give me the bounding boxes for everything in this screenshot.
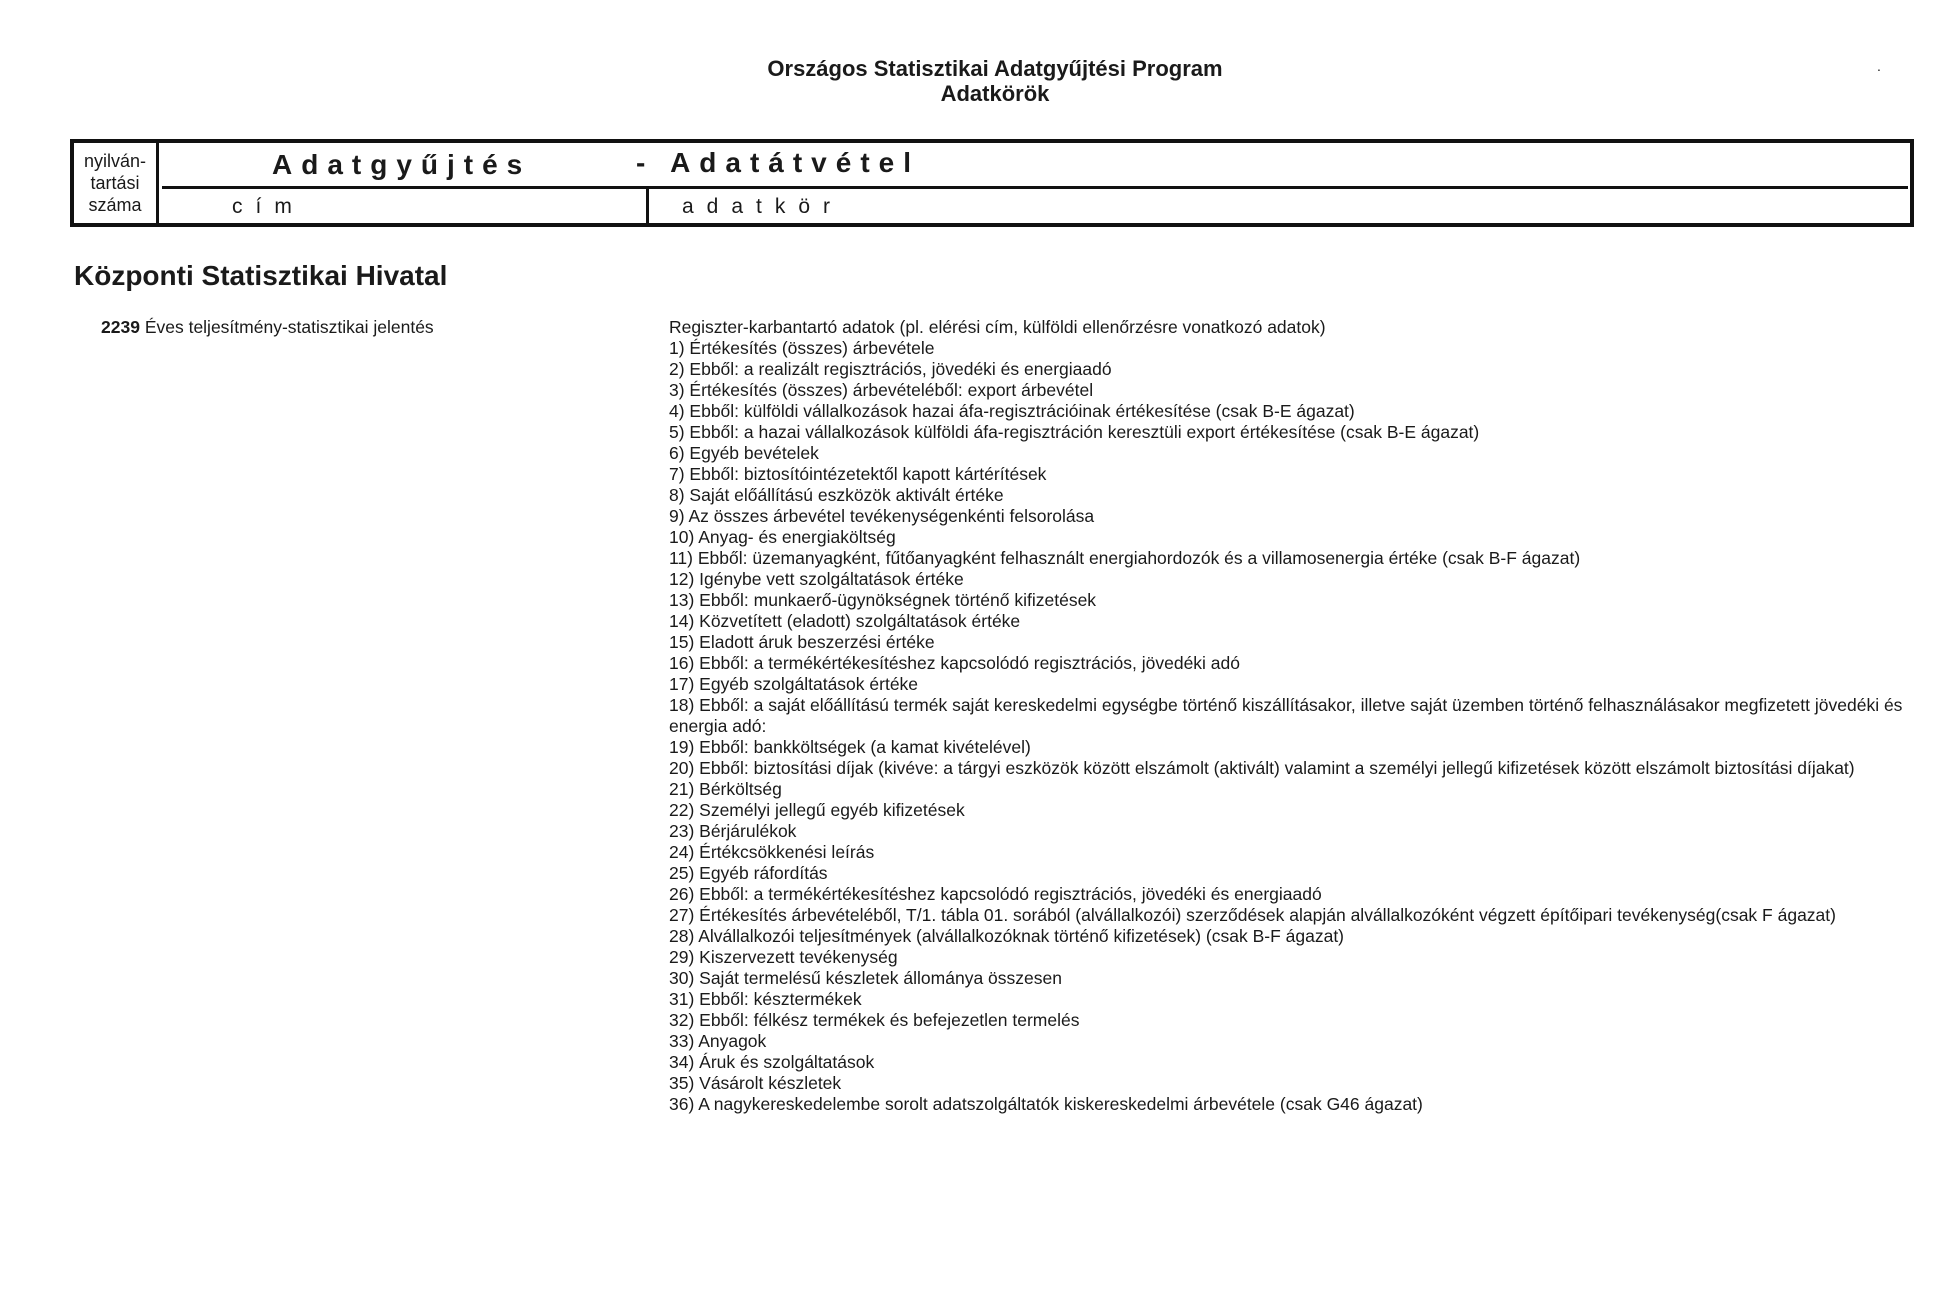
list-item: 2) Ebből: a realizált regisztrációs, jövedéki és energiaadó bbox=[669, 359, 1112, 379]
list-item: 19) Ebből: bankköltségek (a kamat kivételével) bbox=[669, 737, 1031, 757]
list-item: 7) Ebből: biztosítóintézetektől kapott kártérítések bbox=[669, 464, 1047, 484]
list-item: 8) Saját előállítású eszközök aktivált értéke bbox=[669, 485, 1004, 505]
list-item: 33) Anyagok bbox=[669, 1031, 767, 1051]
column-header-box bbox=[70, 139, 1914, 227]
list-item: 25) Egyéb ráfordítás bbox=[669, 863, 828, 883]
label-line: tartási bbox=[90, 173, 140, 193]
list-item: 28) Alvállalkozói teljesítmények (alvállalkozóknak történő kifizetések) (csak B-F ágazat) bbox=[669, 926, 1345, 946]
header-divider-vertical bbox=[646, 189, 649, 223]
corner-mark: . bbox=[1877, 58, 1881, 74]
header-divider-horizontal bbox=[162, 186, 1908, 189]
list-item: 9) Az összes árbevétel tevékenységenkénti felsorolása bbox=[669, 506, 1095, 526]
data-scope-list bbox=[669, 317, 1914, 1115]
list-item: 23) Bérjárulékok bbox=[669, 821, 797, 841]
list-item: 34) Áruk és szolgáltatások bbox=[669, 1052, 875, 1072]
list-item: 3) Értékesítés (összes) árbevételéből: export árbevétel bbox=[669, 380, 1094, 400]
list-item: 12) Igénybe vett szolgáltatások értéke bbox=[669, 569, 964, 589]
list-item: 35) Vásárolt készletek bbox=[669, 1073, 842, 1093]
data-reception-heading: - Adatátvétel bbox=[636, 147, 921, 178]
label-line: száma bbox=[88, 195, 142, 215]
list-item: 31) Ebből: késztermékek bbox=[669, 989, 862, 1009]
list-item: 29) Kiszervezett tevékenység bbox=[669, 947, 898, 967]
institution-title: Központi Statisztikai Hivatal bbox=[74, 260, 448, 291]
list-item: 14) Közvetített (eladott) szolgáltatások értéke bbox=[669, 611, 1021, 631]
survey-entry bbox=[101, 317, 434, 338]
list-item: 11) Ebből: üzemanyagként, fűtőanyagként felhasznált energiahordozók és a villamosenergia értéke (csak B-F ágazat) bbox=[669, 548, 1581, 568]
list-item: 1) Értékesítés (összes) árbevétele bbox=[669, 338, 935, 358]
list-item: 21) Bérköltség bbox=[669, 779, 782, 799]
list-item: 16) Ebből: a termékértékesítéshez kapcsolódó regisztrációs, jövedéki adó bbox=[669, 653, 1240, 673]
list-item: 30) Saját termelésű készletek állománya összesen bbox=[669, 968, 1062, 988]
title-line-2: Adatkörök bbox=[940, 81, 1050, 106]
list-item: 20) Ebből: biztosítási díjak (kivéve: a tárgyi eszközök között elszámolt (aktivált) valamint a személyi jellegű kifizetések között elszámolt biztosítási díjakat) bbox=[669, 758, 1855, 778]
list-item: 18) Ebből: a saját előállítású termék saját kereskedelmi egységbe történő kiszállításakor, illetve saját üzemben történő felhasználásakor megfizetett jövedéki és energia adó: bbox=[669, 695, 1903, 736]
label-line: nyilván- bbox=[83, 151, 147, 171]
list-item: 36) A nagykereskedelembe sorolt adatszolgáltatók kiskereskedelmi árbevétele (csak G46 ágazat) bbox=[669, 1094, 1423, 1114]
document-title bbox=[0, 56, 1941, 106]
registration-number-label bbox=[74, 143, 159, 223]
data-scope-column-heading: adatkör bbox=[682, 195, 844, 218]
survey-title: Éves teljesítmény-statisztikai jelentés bbox=[144, 317, 434, 337]
list-item: 26) Ebből: a termékértékesítéshez kapcsolódó regisztrációs, jövedéki és energiaadó bbox=[669, 884, 1322, 904]
survey-number: 2239 bbox=[101, 317, 140, 337]
list-item: 27) Értékesítés árbevételéből, T/1. tábla 01. sorából (alvállalkozói) szerződések alapján alvállalkozóként végzett építőipari tevékenység(csak F ágazat) bbox=[669, 905, 1836, 925]
title-line-1: Országos Statisztikai Adatgyűjtési Program bbox=[767, 56, 1223, 81]
list-item: 17) Egyéb szolgáltatások értéke bbox=[669, 674, 919, 694]
list-item: 22) Személyi jellegű egyéb kifizetések bbox=[669, 800, 965, 820]
list-item: 4) Ebből: külföldi vállalkozások hazai áfa-regisztrációinak értékesítése (csak B-E ágazat) bbox=[669, 401, 1355, 421]
data-collection-heading: Adatgyűjtés bbox=[272, 149, 532, 180]
list-item: 13) Ebből: munkaerő-ügynökségnek történő kifizetések bbox=[669, 590, 1097, 610]
list-item: 15) Eladott áruk beszerzési értéke bbox=[669, 632, 935, 652]
list-item: 6) Egyéb bevételek bbox=[669, 443, 819, 463]
title-column-heading: cím bbox=[232, 195, 305, 218]
list-item: 5) Ebből: a hazai vállalkozások külföldi áfa-regisztráción keresztüli export értékesítése (csak B-E ágazat) bbox=[669, 422, 1480, 442]
list-item: 24) Értékcsökkenési leírás bbox=[669, 842, 875, 862]
list-item: 32) Ebből: félkész termékek és befejezetlen termelés bbox=[669, 1010, 1080, 1030]
list-item: 10) Anyag- és energiaköltség bbox=[669, 527, 896, 547]
list-item: Regiszter-karbantartó adatok (pl. elérési cím, külföldi ellenőrzésre vonatkozó adatok) bbox=[669, 317, 1326, 337]
